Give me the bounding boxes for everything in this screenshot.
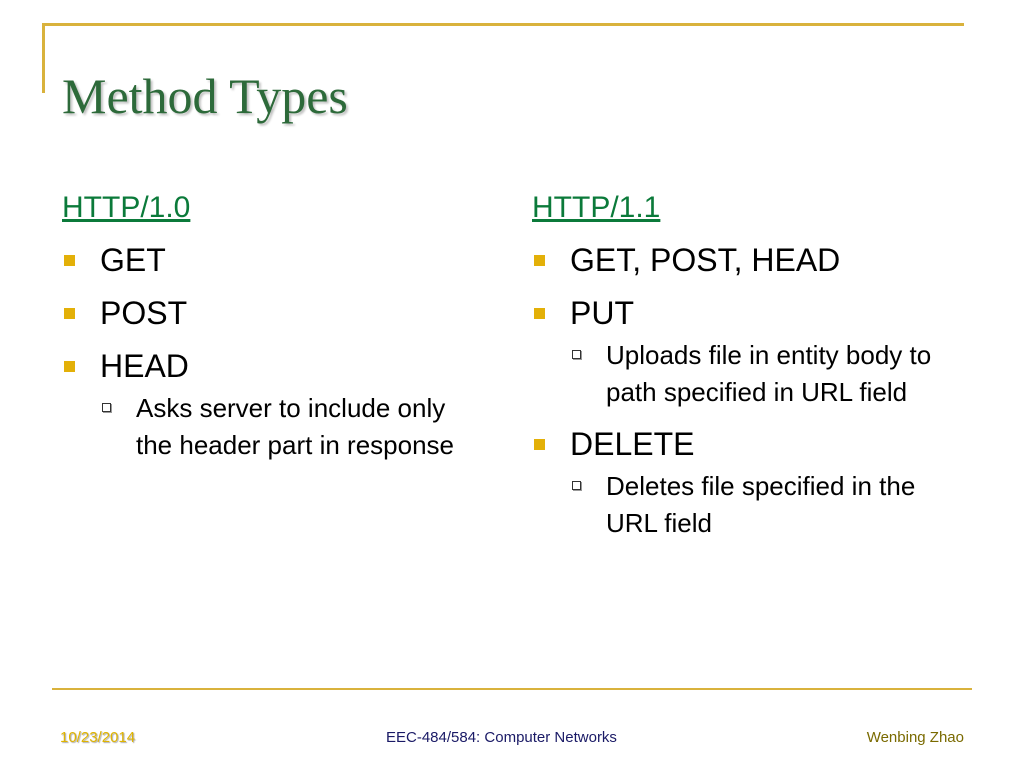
http10-heading-link[interactable]: HTTP/1.0 xyxy=(62,191,191,224)
list-item xyxy=(62,240,482,280)
method-label: GET xyxy=(100,242,166,278)
square-bullet-icon xyxy=(64,255,75,266)
sub-list xyxy=(570,337,952,411)
footer-date: 10/23/2014 xyxy=(60,729,136,746)
list-item xyxy=(532,424,952,542)
http10-method-list xyxy=(62,240,482,464)
slide-title: Method Types xyxy=(62,68,348,124)
square-bullet-icon xyxy=(64,308,75,319)
footer-divider-line xyxy=(52,688,972,690)
square-bullet-icon xyxy=(534,308,545,319)
http11-method-list xyxy=(532,240,952,542)
sub-list-item xyxy=(570,468,952,542)
method-description: Asks server to include only the header part in response xyxy=(136,393,454,460)
box-bullet-icon xyxy=(572,350,581,359)
box-bullet-icon xyxy=(572,481,581,490)
footer-course: EEC-484/584: Computer Networks xyxy=(386,729,617,746)
method-label: GET, POST, HEAD xyxy=(570,242,841,278)
list-item xyxy=(532,240,952,280)
left-column xyxy=(62,188,482,477)
method-label: HEAD xyxy=(100,348,189,384)
square-bullet-icon xyxy=(534,255,545,266)
frame-left-line xyxy=(42,23,45,93)
method-label: DELETE xyxy=(570,426,695,462)
list-item xyxy=(62,293,482,333)
list-item xyxy=(532,293,952,411)
http11-heading-link[interactable]: HTTP/1.1 xyxy=(532,191,661,224)
square-bullet-icon xyxy=(64,361,75,372)
sub-list-item xyxy=(100,390,482,464)
right-column xyxy=(532,188,952,555)
method-label: PUT xyxy=(570,295,634,331)
frame-top-line xyxy=(42,23,964,26)
box-bullet-icon xyxy=(102,403,111,412)
footer-author: Wenbing Zhao xyxy=(866,729,964,746)
method-description: Deletes file specified in the URL field xyxy=(606,471,916,538)
sub-list xyxy=(570,468,952,542)
method-description: Uploads file in entity body to path specified in URL field xyxy=(606,340,932,407)
sub-list xyxy=(100,390,482,464)
list-item xyxy=(62,346,482,464)
square-bullet-icon xyxy=(534,439,545,450)
sub-list-item xyxy=(570,337,952,411)
method-label: POST xyxy=(100,295,188,331)
